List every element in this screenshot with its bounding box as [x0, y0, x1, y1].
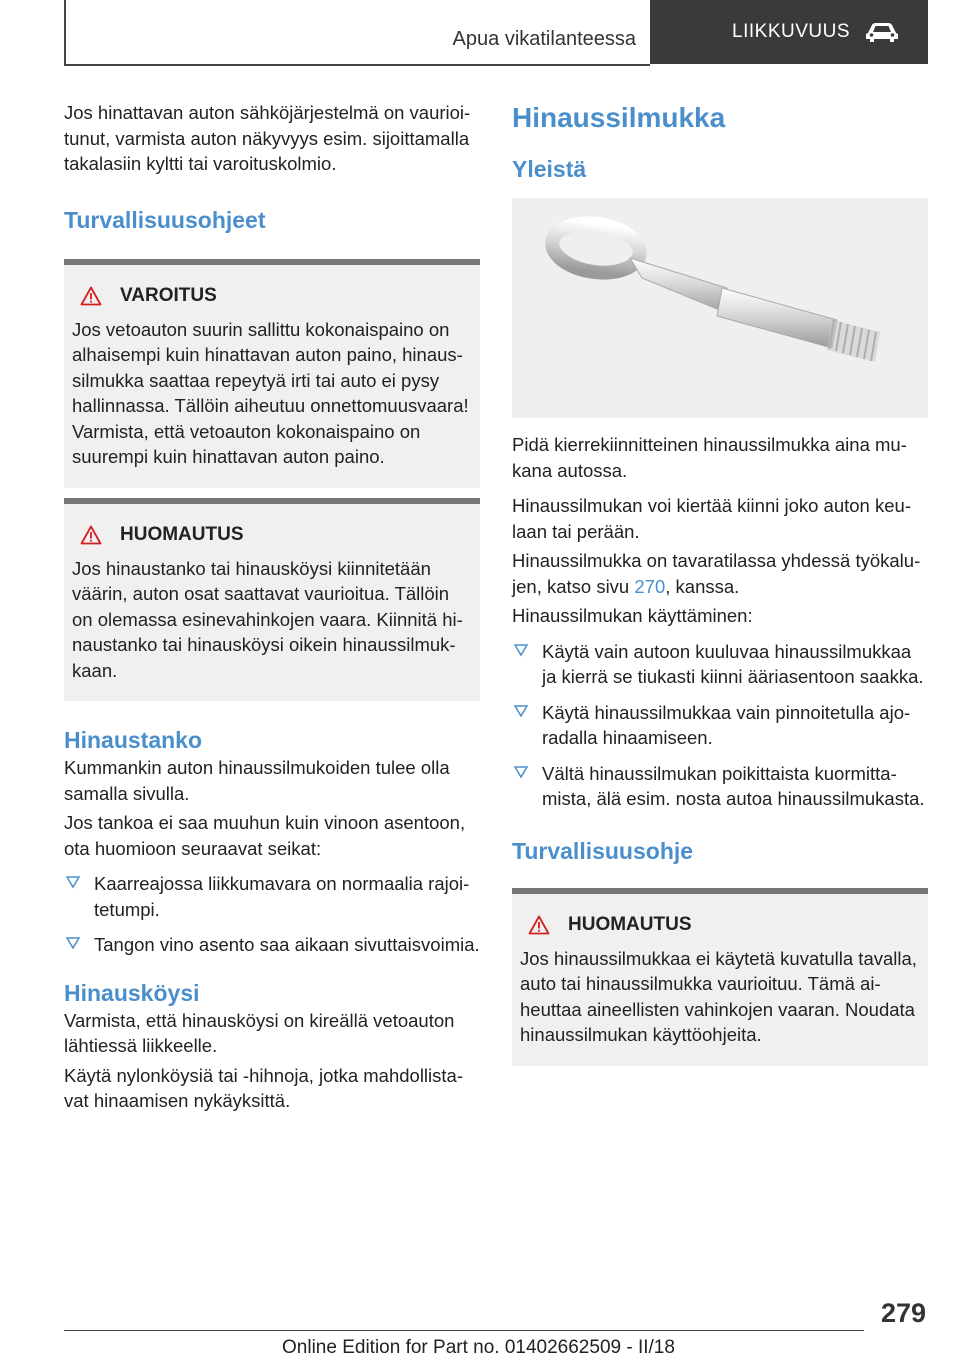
- towbar-paragraph-1: Kummankin auton hinaussilmukoiden tulee olla samalla sivulla.: [64, 757, 450, 804]
- triangle-bullet-icon: [514, 704, 528, 718]
- header-bottom-rule: [64, 64, 650, 66]
- paragraph-2: Hinaussilmukan voi kiertää kiinni joko auton keulaan tai perään.: [512, 495, 911, 542]
- rope-heading: Hinausköysi: [64, 979, 200, 1006]
- notice-text: Jos hinaussilmukkaa ei käytetä kuvatulla tavalla, auto tai hinaussilmukka vaurioituu. Tämä aiheuttaa aineellisten vahinkojen vaaran. Noudata hinaussilmukan käyttöohjeita.: [520, 947, 917, 1045]
- safety-heading-right: Turvallisuusohje: [512, 837, 694, 864]
- notice-title-row: [520, 914, 920, 936]
- left-column: [64, 100, 480, 1114]
- edition-text: Online Edition for Part no. 01402662509 - II/18: [282, 1337, 675, 1358]
- usage-list: [512, 639, 928, 812]
- main-heading: Hinaussilmukka: [512, 102, 726, 133]
- list-item: [512, 700, 928, 751]
- paragraph-3-end: , kanssa.: [665, 575, 740, 597]
- list-item: [64, 932, 480, 958]
- warning-title: VAROITUS: [120, 284, 217, 306]
- paragraph-3-start: Hinaussilmukka on tavaratilassa yhdessä työkalujen, katso sivu: [512, 550, 921, 597]
- notice-title: HUOMAUTUS: [120, 523, 244, 545]
- rope-paragraph-2: Käytä nylonköysiä tai -hihnoja, jotka mahdollistavat hinaamisen nykäyksittä.: [64, 1064, 463, 1111]
- section-title: Apua vikatilanteessa: [452, 28, 636, 50]
- towbar-paragraph-2: Jos tankoa ei saa muuhun kuin vinoon asentoon, ota huomioon seuraavat seikat:: [64, 812, 466, 859]
- car-icon: [864, 21, 900, 43]
- header-left-rule: [64, 0, 66, 66]
- paragraph-4: Hinaussilmukan käyttäminen:: [512, 605, 753, 626]
- notice-title-row: [72, 524, 472, 546]
- towbar-heading: Hinaustanko: [64, 727, 203, 753]
- warning-triangle-icon: [80, 525, 102, 545]
- notice-text: Jos hinaustanko tai hinausköysi kiinnitetään väärin, auton osat saattavat vaurioitua. Tällöin on olemassa esinevahinkojen vaara. Kiinnitä hinaustanko tai hinausköysi oikein hinaussilmukkaan.: [72, 557, 463, 681]
- footer-rule: [64, 1330, 864, 1331]
- list-item: [512, 639, 928, 690]
- intro-paragraph: Jos hinattavan auton sähköjärjestelmä on vaurioitunut, varmista auton näkyvyys esim. sijoittamalla takalasiin kyltti tai varoituskolmio.: [64, 102, 471, 174]
- list-item: [64, 871, 480, 922]
- rope-paragraph-1: Varmista, että hinausköysi on kireällä vetoauton lähtiessä liikkeelle.: [64, 1009, 455, 1056]
- triangle-bullet-icon: [514, 765, 528, 779]
- safety-heading: Turvallisuusohjeet: [64, 206, 266, 233]
- warning-triangle-icon: [80, 286, 102, 306]
- page-number: 279: [880, 1298, 926, 1328]
- chapter-tab: [650, 0, 928, 64]
- chapter-title: LIIKKUVUUS: [732, 21, 850, 42]
- warning-box: [64, 259, 480, 488]
- towbar-list: [64, 871, 480, 958]
- list-item-text: Tangon vino asento saa aikaan sivuttaisvoimia.: [94, 934, 480, 955]
- warning-title-row: [72, 285, 472, 307]
- triangle-bullet-icon: [514, 643, 528, 657]
- notice-box-right: [512, 888, 928, 1066]
- triangle-bullet-icon: [66, 875, 80, 889]
- page-link[interactable]: 270: [634, 575, 666, 597]
- right-column: [512, 100, 928, 1066]
- triangle-bullet-icon: [66, 936, 80, 950]
- notice-title: HUOMAUTUS: [568, 913, 692, 935]
- warning-text: Jos vetoauton suurin sallittu kokonaispaino on alhaisempi kuin hinattavan auton paino, hinaussilmukka saattaa repeytyä irti tai auto ei pysy hallinnassa. Tällöin aiheutuu onnettomuusvaara! Varmista, että vetoauton kokonaispaino on suurempi kuin hinattavan auton paino.: [72, 318, 469, 467]
- list-item-text: Kaarreajossa liikkumavara on normaalia rajoitetumpi.: [94, 873, 470, 920]
- general-heading: Yleistä: [512, 156, 587, 182]
- paragraph-3: [512, 548, 928, 599]
- list-item-text: Käytä hinaussilmukkaa vain pinnoitetulla ajoradalla hinaamiseen.: [542, 701, 911, 748]
- warning-triangle-icon: [528, 915, 550, 935]
- list-item-text: Vältä hinaussilmukan poikittaista kuormittamista, älä esim. nosta autoa hinaussilmukasta.: [542, 762, 925, 809]
- tow-eye-image: [512, 198, 928, 418]
- list-item: [512, 761, 928, 812]
- notice-box: [64, 498, 480, 702]
- tow-eye-illustration: [512, 198, 928, 418]
- list-item-text: Käytä vain autoon kuuluvaa hinaussilmukkaa ja kierrä se tiukasti kiinni ääriasentoon saakka.: [542, 640, 924, 687]
- paragraph-1: Pidä kierrekiinnitteinen hinaussilmukka aina mukana autossa.: [512, 434, 907, 481]
